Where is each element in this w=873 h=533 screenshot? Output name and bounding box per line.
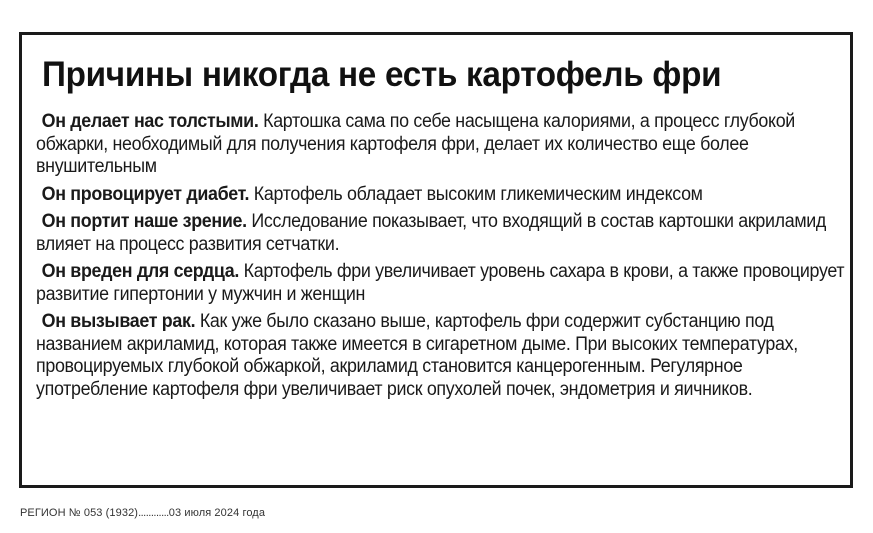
footer-dots: ............ xyxy=(138,507,169,519)
reason-item-fat xyxy=(36,111,844,179)
reason-lead: Он вреден для сердца. xyxy=(41,261,240,282)
reason-text: Картофель обладает высоким гликемическим индексом xyxy=(253,183,703,205)
reasons-list xyxy=(36,111,845,406)
reason-lead: Он портит наше зрение. xyxy=(41,211,247,232)
reason-text: Картофель фри увеличивает уровень сахара в крови, а также провоцирует развитие гипертонии у мужчин и женщин xyxy=(36,261,845,305)
reason-text: Исследование показывает, что входящий в состав картошки акриламид влияет на процесс развития сетчатки. xyxy=(36,211,827,255)
reason-lead: Он провоцирует диабет. xyxy=(41,183,250,205)
reason-lead: Он делает нас толстыми. xyxy=(41,111,259,132)
reason-item-heart xyxy=(36,261,844,306)
reason-text: Как уже было сказано выше, картофель фри содержит субстанцию под названием акриламид, которая также имеется в сигаретном дыме. При высоких температурах, провоцируемых глубокой обжаркой, акриламид становится канцерогенным. Регулярное употребление картофеля фри увеличивает риск опухолей почек, эндометрия и яичников. xyxy=(36,311,798,400)
publication-issue: РЕГИОН № 053 (1932) xyxy=(20,507,139,519)
article-title: Причины никогда не есть картофель фри xyxy=(42,55,722,94)
reason-item-diabetes xyxy=(36,184,844,207)
reason-item-cancer xyxy=(36,311,844,401)
reason-lead: Он вызывает рак. xyxy=(41,311,196,332)
reason-item-vision xyxy=(36,211,844,256)
reason-text: Картошка сама по себе насыщена калориями, а процесс глубокой обжарки, необходимый для получения картофеля фри, делает их количество еще более внушительным xyxy=(36,111,795,177)
publication-date: 03 июля 2024 года xyxy=(168,507,266,519)
page-footer xyxy=(20,506,265,520)
article-box xyxy=(19,32,853,488)
